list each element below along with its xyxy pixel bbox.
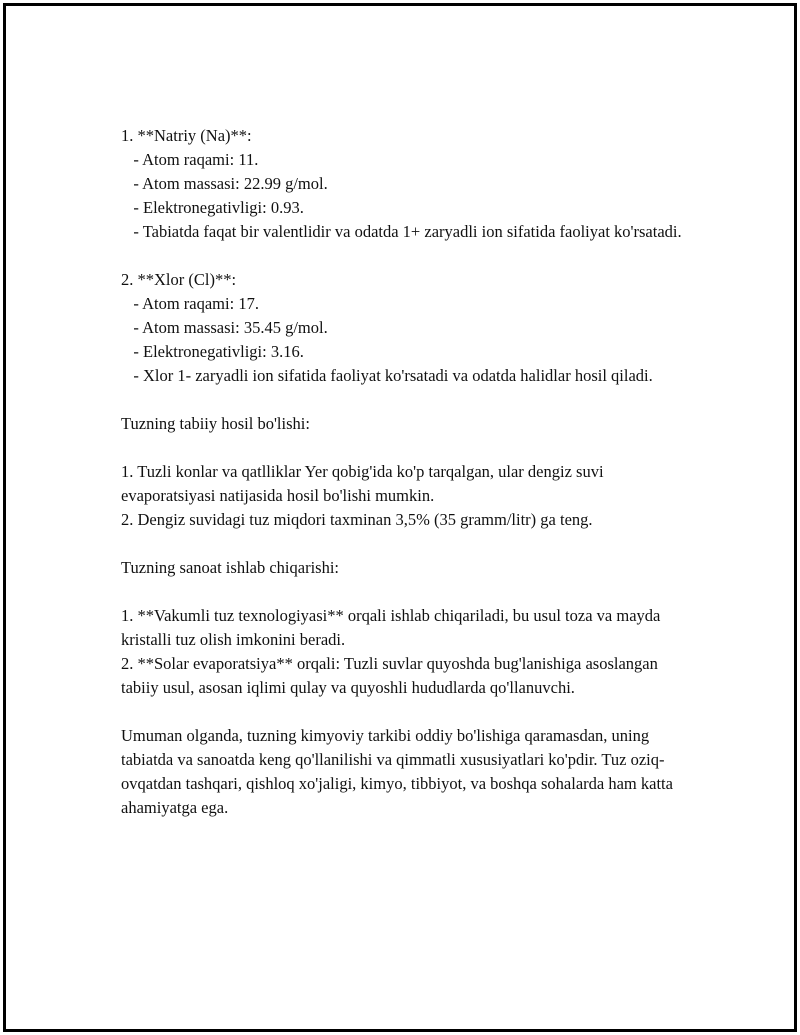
industrial-production-item-2: 2. **Solar evaporatsiya** orqali: Tuzli suvlar quyoshda bug'lanishiga asoslangan tabiiy usul, asosan iqlimi qulay va quyoshli hududlarda qo'llanuvchi. bbox=[121, 654, 662, 697]
spacer bbox=[121, 244, 691, 268]
element-heading-sodium: 1. **Natriy (Na)**: bbox=[121, 126, 252, 145]
industrial-production-title: Tuzning sanoat ishlab chiqarishi: bbox=[121, 558, 339, 577]
sodium-electronegativity: - Elektronegativligi: 0.93. bbox=[121, 198, 304, 217]
page-frame bbox=[3, 3, 797, 1032]
chlorine-atomic-mass: - Atom massasi: 35.45 g/mol. bbox=[121, 318, 328, 337]
sodium-atomic-mass: - Atom massasi: 22.99 g/mol. bbox=[121, 174, 328, 193]
spacer bbox=[121, 532, 691, 556]
element-heading-chlorine: 2. **Xlor (Cl)**: bbox=[121, 270, 237, 289]
chlorine-electronegativity: - Elektronegativligi: 3.16. bbox=[121, 342, 304, 361]
natural-formation-item-1: 1. Tuzli konlar va qatlliklar Yer qobig'ida ko'p tarqalgan, ular dengiz suvi evaporatsiyasi natijasida hosil bo'lishi mumkin. bbox=[121, 462, 608, 505]
chlorine-atomic-number: - Atom raqami: 17. bbox=[121, 294, 259, 313]
conclusion-paragraph: Umuman olganda, tuzning kimyoviy tarkibi oddiy bo'lishiga qaramasdan, uning tabiatda va sanoatda keng qo'llanilishi va qimmatli xususiyatlari ko'pdir. Tuz oziq-ovqatdan tashqari, qishloq xo'jaligi, kimyo, tibbiyot, va boshqa sohalarda ham katta ahamiyatga ega. bbox=[121, 726, 678, 817]
natural-formation-title: Tuzning tabiiy hosil bo'lishi: bbox=[121, 414, 310, 433]
natural-formation-item-2: 2. Dengiz suvidagi tuz miqdori taxminan 3,5% (35 gramm/litr) ga teng. bbox=[121, 510, 593, 529]
spacer bbox=[121, 388, 691, 412]
sodium-atomic-number: - Atom raqami: 11. bbox=[121, 150, 259, 169]
document-body bbox=[121, 124, 691, 820]
industrial-production-item-1: 1. **Vakumli tuz texnologiyasi** orqali ishlab chiqariladi, bu usul toza va mayda kristalli tuz olish imkonini beradi. bbox=[121, 606, 665, 649]
chlorine-ion-note: - Xlor 1- zaryadli ion sifatida faoliyat ko'rsatadi va odatda halidlar hosil qiladi. bbox=[121, 366, 653, 385]
sodium-valence-note: - Tabiatda faqat bir valentlidir va odatda 1+ zaryadli ion sifatida faoliyat ko'rsatadi. bbox=[121, 222, 682, 241]
spacer bbox=[121, 436, 691, 460]
spacer bbox=[121, 580, 691, 604]
spacer bbox=[121, 700, 691, 724]
